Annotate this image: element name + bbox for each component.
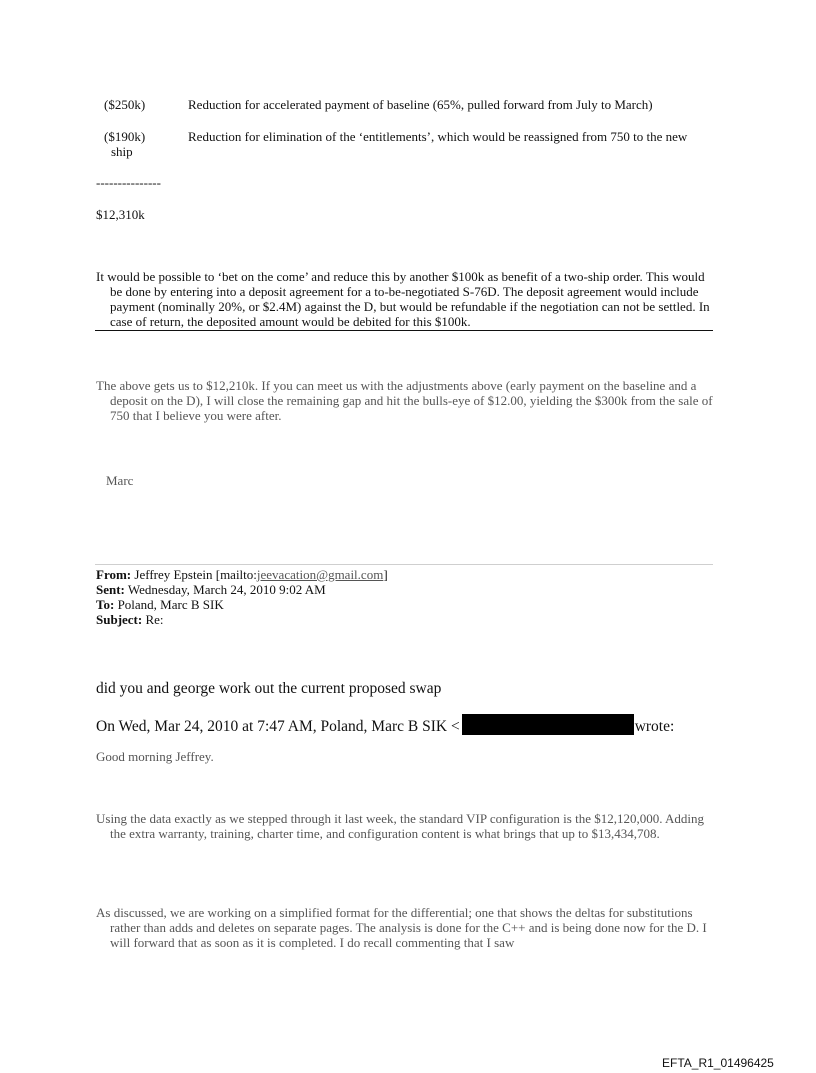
quote-intro	[96, 714, 756, 736]
divider	[95, 330, 713, 331]
sent-label: Sent:	[96, 582, 125, 597]
sent-line	[96, 582, 716, 597]
to-label: To:	[96, 597, 115, 612]
signature: Marc	[106, 473, 134, 488]
from-name: Jeffrey Epstein [mailto:	[131, 567, 257, 582]
subject-line	[96, 612, 716, 627]
to-line	[96, 597, 716, 612]
line-item-continuation: ship	[111, 144, 133, 159]
line-item-description: Reduction for accelerated payment of baseline (65%, pulled forward from July to March)	[188, 97, 653, 112]
paragraph-configuration: Using the data exactly as we stepped through it last week, the standard VIP configuration is the $12,120,000. Adding the extra warranty, training, charter time, and configuration content is what brings that up to $13,434,708.	[96, 811, 704, 841]
reply-line: did you and george work out the current proposed swap	[96, 680, 442, 697]
from-line	[96, 567, 716, 582]
redaction-block	[462, 714, 634, 735]
line-item-amount: ($190k)	[104, 129, 146, 144]
line-item-description: Reduction for elimination of the ‘entitlements’, which would be reassigned from 750 to the new	[188, 129, 688, 144]
divider	[95, 564, 713, 565]
paragraph-differential: As discussed, we are working on a simplified format for the differential; one that shows the deltas for substitutions rather than adds and deletes on separate pages. The analysis is done for the C++ and is being done now for the D. I will forward that as soon as it is completed. I do recall commenting that I saw	[96, 905, 707, 950]
to-value: Poland, Marc B SIK	[114, 597, 224, 612]
from-label: From:	[96, 567, 132, 582]
quote-intro-prefix: On Wed, Mar 24, 2010 at 7:47 AM, Poland, Marc B SIK <	[96, 718, 460, 735]
from-close: ]	[383, 567, 388, 582]
greeting: Good morning Jeffrey.	[96, 749, 214, 764]
paragraph-adjustments: The above gets us to $12,210k. If you can meet us with the adjustments above (early payment on the baseline and a deposit on the D), I will close the remaining gap and hit the bulls-eye of $12.00, yielding the $300k from the sale of 750 that I believe you were after.	[96, 378, 713, 423]
subject-value: Re:	[142, 612, 164, 627]
subject-label: Subject:	[96, 612, 143, 627]
total-amount: $12,310k	[96, 207, 145, 222]
total-separator: ---------------	[96, 175, 161, 190]
from-email-link[interactable]: jeevacation@gmail.com	[256, 567, 384, 582]
email-header	[96, 567, 716, 627]
paragraph-bet-on-come: It would be possible to ‘bet on the come’ and reduce this by another $100k as benefit of a two-ship order. This would be done by entering into a deposit agreement for a to-be-negotiated S-76D. The deposit agreement would include payment (nominally 20%, or $2.4M) against the D, but would be refundable if the negotiation can not be settled. In case of return, the deposited amount would be debited for this $100k.	[96, 269, 710, 329]
line-item-amount: ($250k)	[104, 97, 146, 112]
document-id: EFTA_R1_01496425	[662, 1056, 774, 1070]
quote-intro-suffix: wrote:	[634, 718, 675, 735]
sent-value: Wednesday, March 24, 2010 9:02 AM	[124, 582, 326, 597]
